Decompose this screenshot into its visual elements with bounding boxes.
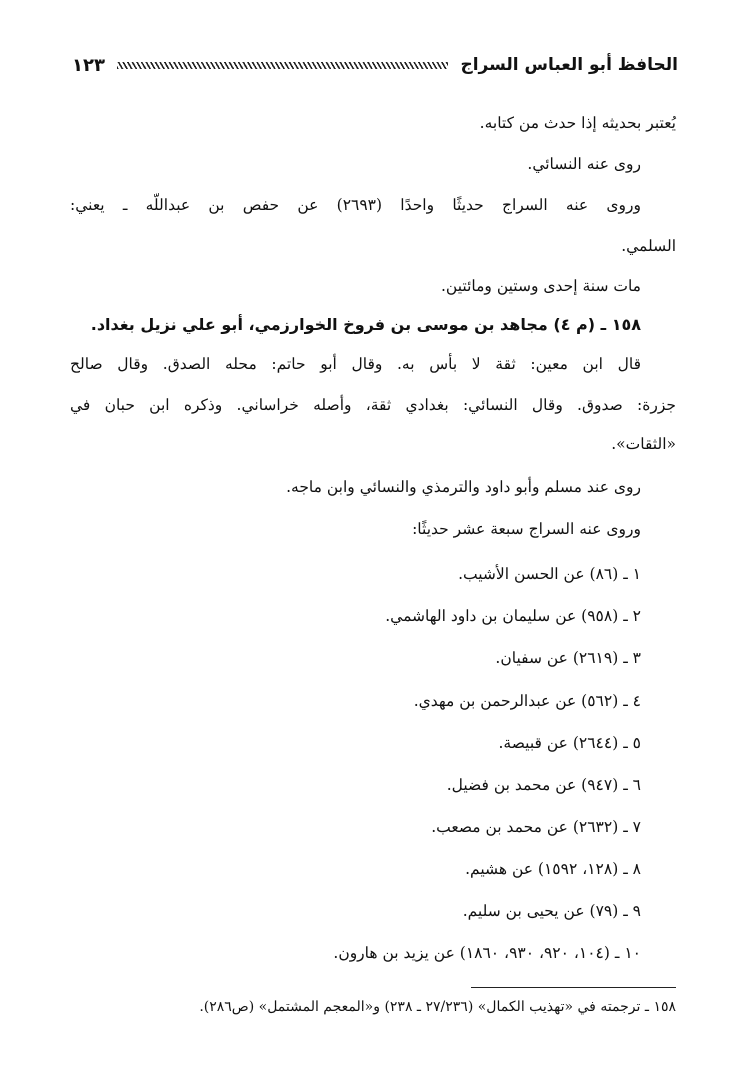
list-item: ١٠ ـ (١٠٤، ٩٢٠، ٩٣٠، ١٨٦٠) عن يزيد بن هارون.	[333, 944, 641, 962]
list-item: ٣ ـ (٢٦١٩) عن سفيان.	[495, 649, 641, 667]
list-item: ٥ ـ (٢٦٤٤) عن قبيصة.	[498, 734, 641, 752]
entry-heading: ١٥٨ ـ (م ٤) مجاهد بن موسى بن فروخ الخوارزمي، أبو علي نزيل بغداد.	[90, 315, 641, 334]
text-line: روى عند مسلم وأبو داود والترمذي والنسائي وابن ماجه.	[286, 478, 641, 496]
list-item: ٢ ـ (٩٥٨) عن سليمان بن داود الهاشمي.	[385, 607, 641, 625]
text-line: قال ابن معين: ثقة لا بأس به. وقال أبو حاتم: محله الصدق. وقال صالح	[70, 355, 641, 373]
header-ornament	[117, 62, 448, 69]
list-item: ٨ ـ (١٢٨، ١٥٩٢) عن هشيم.	[465, 860, 641, 878]
text-line: روى عنه النسائي.	[527, 155, 641, 173]
page-header	[72, 50, 678, 80]
list-item: ٧ ـ (٢٦٣٢) عن محمد بن مصعب.	[431, 818, 641, 836]
list-item: ٤ ـ (٥٦٢) عن عبدالرحمن بن مهدي.	[413, 692, 641, 710]
text-line: «الثقات».	[611, 435, 676, 453]
list-item: ٩ ـ (٧٩) عن يحيى بن سليم.	[462, 902, 641, 920]
text-line: وروى عنه السراج حديثًا واحدًا (٢٦٩٣) عن حفص بن عبداللّه ـ يعني:	[70, 196, 641, 214]
text-line: مات سنة إحدى وستين ومائتين.	[441, 277, 641, 295]
text-line: السلمي.	[621, 237, 676, 255]
list-item: ١ ـ (٨٦) عن الحسن الأشيب.	[458, 565, 641, 583]
text-line: يُعتبر بحديثه إذا حدث من كتابه.	[479, 114, 676, 132]
running-title: الحافظ أبو العباس السراج	[460, 55, 678, 75]
page-number: ١٢٣	[72, 54, 105, 76]
list-item: ٦ ـ (٩٤٧) عن محمد بن فضيل.	[446, 776, 641, 794]
footnote-divider	[471, 987, 676, 988]
footnote: ١٥٨ ـ ترجمته في «تهذيب الكمال» (٢٧/٢٣٦ ـ ٢٣٨) و«المعجم المشتمل» (ص٢٨٦).	[199, 999, 676, 1015]
text-line: وروى عنه السراج سبعة عشر حديثًا:	[412, 520, 641, 538]
text-line: جزرة: صدوق. وقال النسائي: بغدادي ثقة، وأصله خراساني. وذكره ابن حبان في	[70, 396, 676, 414]
